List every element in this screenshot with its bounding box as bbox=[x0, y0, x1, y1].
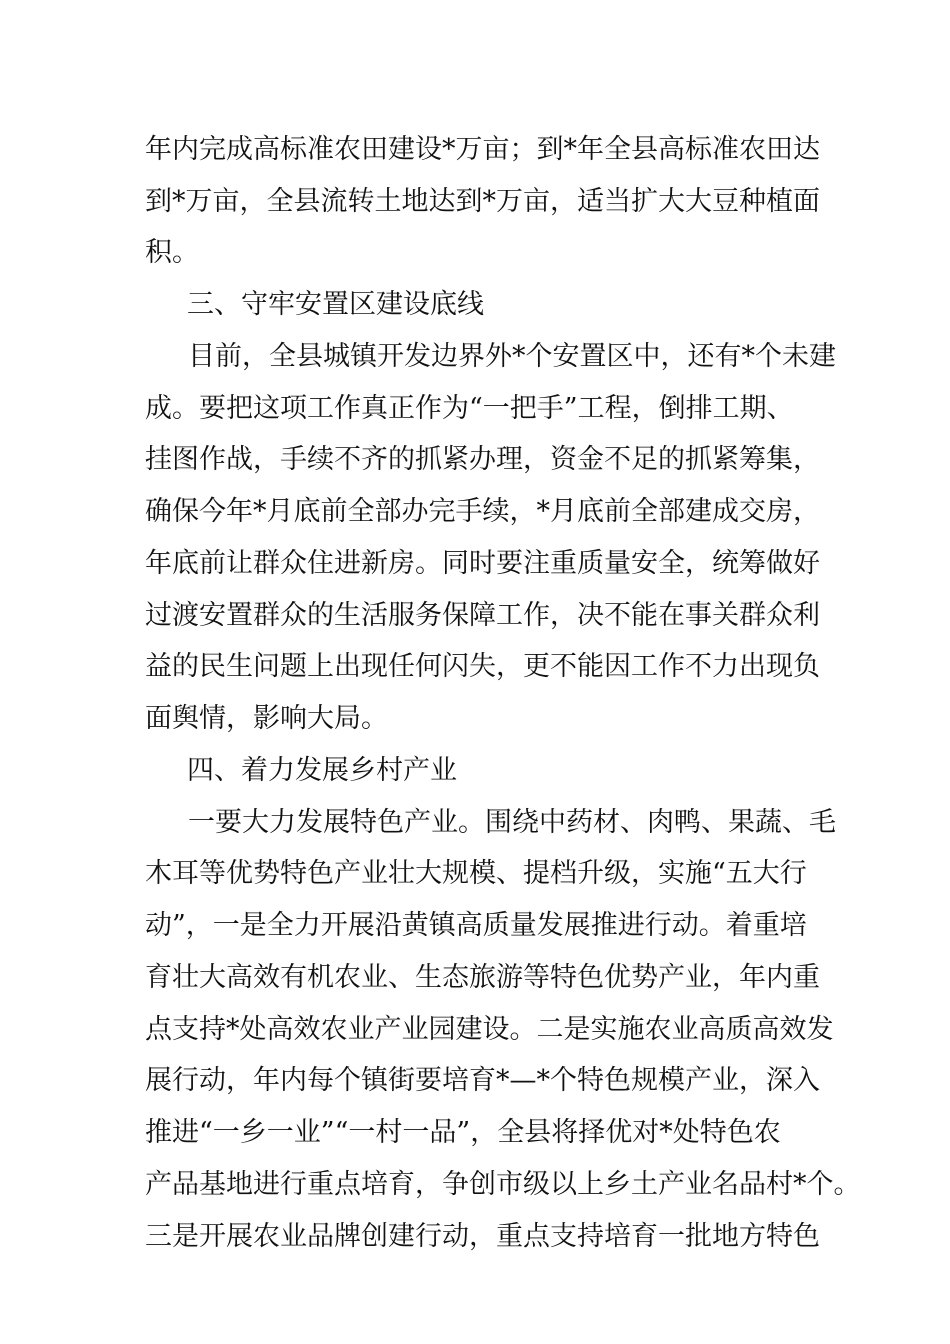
text-line: 点支持*处高效农业产业园建设。二是实施农业高质高效发 bbox=[145, 1014, 834, 1045]
text-line: 目前，全县城镇开发边界外*个安置区中，还有*个未建 bbox=[188, 341, 836, 372]
section-heading-4: 四、着力发展乡村产业 bbox=[187, 755, 457, 786]
text-line: 一要大力发展特色产业。围绕中药材、肉鸭、果蔬、毛 bbox=[188, 807, 836, 838]
text-line: 积。 bbox=[145, 237, 199, 268]
text-line: 年内完成高标准农田建设*万亩；到*年全县高标准农田达 bbox=[145, 134, 820, 165]
section-heading-3: 三、守牢安置区建设底线 bbox=[187, 289, 484, 320]
text-line: 益的民生问题上出现任何闪失，更不能因工作不力出现负 bbox=[145, 651, 820, 682]
text-line: 推进“一乡一业”“一村一品”，全县将择优对*处特色农 bbox=[145, 1117, 781, 1148]
text-line: 产品基地进行重点培育，争创市级以上乡土产业名品村*个。 bbox=[145, 1169, 861, 1200]
text-line: 过渡安置群众的生活服务保障工作，决不能在事关群众利 bbox=[145, 600, 820, 631]
text-line: 面舆情，影响大局。 bbox=[145, 703, 388, 734]
text-line: 年底前让群众住进新房。同时要注重质量安全，统筹做好 bbox=[145, 548, 820, 579]
text-line: 三是开展农业品牌创建行动，重点支持培育一批地方特色 bbox=[145, 1221, 820, 1252]
text-line: 到*万亩，全县流转土地达到*万亩，适当扩大大豆种植面 bbox=[145, 186, 820, 217]
text-line: 确保今年*月底前全部办完手续，*月底前全部建成交房， bbox=[145, 496, 820, 527]
text-line: 动”，一是全力开展沿黄镇高质量发展推进行动。着重培 bbox=[145, 910, 807, 941]
text-line: 育壮大高效有机农业、生态旅游等特色优势产业，年内重 bbox=[145, 962, 820, 993]
text-line: 木耳等优势特色产业壮大规模、提档升级，实施“五大行 bbox=[145, 858, 807, 889]
text-line: 展行动，年内每个镇街要培育*—*个特色规模产业，深入 bbox=[145, 1065, 820, 1096]
text-line: 挂图作战，手续不齐的抓紧办理，资金不足的抓紧筹集， bbox=[145, 444, 820, 475]
text-line: 成。要把这项工作真正作为“一把手”工程，倒排工期、 bbox=[145, 393, 794, 424]
